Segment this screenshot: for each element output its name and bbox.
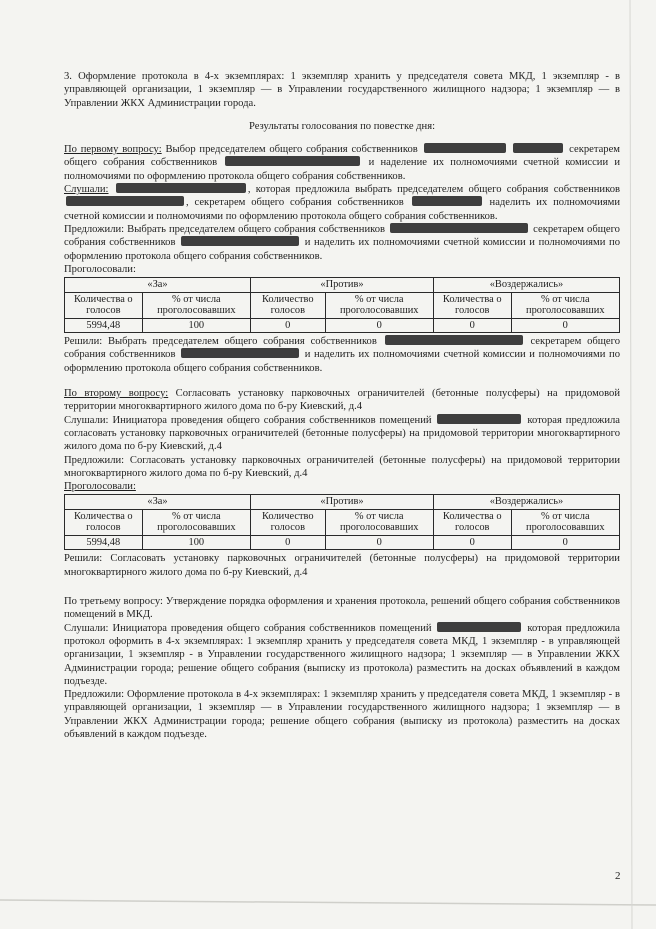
hdr-percent: % от числа проголосовавших — [511, 509, 619, 535]
q1-heard-c: наделить их полномочиями счетной комиссии и полномочиями по оформлению протокола общего собрания собственников. — [64, 197, 620, 222]
col-protiv: «Против» — [251, 278, 434, 293]
redaction-bar — [390, 223, 528, 233]
q1-question-a: Выбор председателем общего собрания собственников — [165, 144, 418, 156]
q2-decided-text: Согласовать установку парковочных ограничителей (бетонные полусферы) на придомовой территории многоквартирного жилого дома по б-ру Киевский, д.4 — [64, 553, 620, 578]
protiv-percent: 0 — [325, 318, 433, 333]
q1-decided-b: секретарем общего собрания собственников — [64, 336, 621, 361]
za-percent: 100 — [142, 535, 250, 550]
q1-votes-table — [64, 277, 620, 333]
hdr-percent: % от числа проголосовавших — [142, 292, 250, 318]
q1-question-b: секретарем общего собрания собственников — [64, 144, 620, 169]
col-za: «За» — [65, 278, 251, 293]
redaction-bar — [181, 348, 299, 358]
q2-decided-label: Решили: — [64, 553, 103, 565]
q1-proposed — [64, 223, 620, 263]
q1-question — [64, 143, 620, 183]
q1-decided-c: и наделить их полномочиями счетной комиссии и полномочиями по оформлению протокола общего собрания собственников. — [64, 349, 620, 374]
q2-proposed-label: Предложили: — [64, 454, 125, 466]
hdr-count: Количества о голосов — [433, 292, 511, 318]
q3-heard — [64, 622, 620, 688]
table-row — [65, 318, 620, 333]
hdr-count: Количество голосов — [251, 292, 325, 318]
q3-label: По третьему вопросу: — [64, 596, 163, 608]
redaction-bar — [412, 196, 482, 206]
q3-proposed-text: Оформление протокола в 4-х экземплярах: 1 экземпляр хранить у председателя совета МКД, 1 экземпляр - в управляющей организации, 1 экземпляр — в Управлении государственного жилищного надзора; 1 экземпляр — в Управлении ЖКХ Администрации города; решение общего собрания (выписку из протокола) разместить на досках объявлений в каждом подъезде. — [64, 689, 621, 740]
za-count: 5994,48 — [65, 318, 143, 333]
vozd-count: 0 — [433, 318, 511, 333]
q1-decided-label: Решили: — [64, 336, 103, 348]
q2-question — [64, 387, 620, 414]
q2-heard-label: Слушали: — [64, 414, 109, 426]
intro-paragraph: 3. Оформление протокола в 4-х экземплярах: 1 экземпляр хранить у председателя совета МКД, 1 экземпляр - в управляющей организации, 1 экземпляр — в Управлении государственного жилищного надзора; 1 экземпляр — в Управлении ЖКХ Администрации города. — [64, 71, 620, 109]
q1-label: По первому вопросу: — [64, 144, 162, 156]
redaction-bar — [513, 143, 563, 153]
q2-votes-table — [64, 494, 620, 550]
q3-question — [64, 595, 620, 622]
q1-proposed-label: Предложили: — [64, 223, 125, 235]
redaction-bar — [116, 183, 246, 193]
q3-heard-a: Инициатора проведения общего собрания собственников помещений — [112, 622, 432, 634]
q3-heard-label: Слушали: — [64, 622, 109, 634]
col-vozd: «Воздержались» — [433, 495, 619, 510]
vozd-percent: 0 — [511, 318, 619, 333]
q1-voted-label: Проголосовали: — [64, 263, 136, 275]
hdr-percent: % от числа проголосовавших — [325, 292, 433, 318]
redaction-bar — [437, 622, 521, 632]
hdr-percent: % от числа проголосовавших — [325, 509, 433, 535]
q3-heard-b: которая предложила протокол оформить в 4-х экземплярах: 1 экземпляр хранить у председателя совета МКД, 1 экземпляр - в управляющей организации, 1 экземпляр - в Управлении государственного жилищного надзора; 1 экземпляр — в Управлении ЖКХ Администрации города; решение общего собрания (выписку из протокола) разместить на досках объявлений в каждом подъезде. — [64, 622, 620, 687]
q1-proposed-a: Выбрать председателем общего собрания собственников — [127, 223, 386, 235]
q2-heard — [64, 414, 620, 454]
q1-proposed-b: секретарем общего собрания собственников — [64, 223, 620, 249]
q2-label: По второму вопросу: — [64, 388, 169, 400]
q1-heard-b: , секретарем общего собрания собственников — [186, 197, 404, 209]
vozd-count: 0 — [433, 535, 511, 550]
q1-heard-a: , которая предложила выбрать председателем общего собрания собственников — [247, 184, 620, 196]
col-protiv: «Против» — [251, 495, 434, 510]
redaction-bar — [437, 414, 521, 424]
q1-proposed-c: и наделить их полномочиями счетной комиссии и полномочиями по оформлению протокола общего собрания собственников. — [64, 237, 620, 262]
col-vozd: «Воздержались» — [433, 278, 619, 293]
hdr-percent: % от числа проголосовавших — [142, 509, 250, 535]
q1-heard-label: Слушали: — [64, 184, 109, 196]
redaction-bar — [181, 236, 299, 246]
redaction-bar — [424, 143, 506, 153]
hdr-count: Количества о голосов — [65, 292, 143, 318]
results-title: Результаты голосования по повестке дня: — [248, 120, 436, 132]
table-row — [65, 535, 620, 550]
q1-heard — [64, 183, 620, 223]
hdr-count: Количества о голосов — [65, 509, 143, 535]
q1-decided-a: Выбрать председателем общего собрания собственников — [107, 336, 377, 348]
scan-edge — [630, 0, 632, 929]
q2-question-text: Согласовать установку парковочных ограничителей (бетонные полусферы) на придомовой территории многоквартирного жилого дома по б-ру Киевский, д.4 — [64, 388, 620, 413]
scan-streak — [0, 900, 656, 905]
protiv-count: 0 — [251, 535, 325, 550]
document-body — [64, 70, 620, 741]
q3-proposed-label: Предложили: — [64, 689, 125, 701]
za-count: 5994,48 — [65, 535, 143, 550]
col-za: «За» — [65, 495, 251, 510]
q2-proposed — [64, 454, 620, 481]
vozd-percent: 0 — [511, 535, 619, 550]
q1-question-c: и наделение их полномочиями счетной комиссии и полномочиями по оформлению протокола общего собрания собственников. — [64, 157, 620, 182]
redaction-bar — [385, 335, 523, 345]
q3-proposed — [64, 688, 620, 741]
page-number: 2 — [615, 870, 621, 882]
protiv-count: 0 — [251, 318, 325, 333]
redaction-bar — [66, 196, 184, 206]
hdr-count: Количество голосов — [251, 509, 325, 535]
q2-voted-label: Проголосовали: — [64, 481, 136, 493]
q2-heard-b: которая предложила согласовать установку парковочных ограничителей (бетонные полусферы) на придомовой территории многоквартирного жилого дома по б-ру Киевский, д.4 — [64, 414, 620, 453]
redaction-bar — [225, 156, 360, 166]
hdr-percent: % от числа проголосовавших — [511, 292, 619, 318]
hdr-count: Количества о голосов — [433, 509, 511, 535]
q1-decided — [64, 335, 620, 375]
q3-question-text: Утверждение порядка оформления и хранения протокола, решений общего собрания собственников помещений в МКД. — [64, 596, 620, 621]
q2-heard-a: Инициатора проведения общего собрания собственников помещений — [112, 414, 432, 426]
q2-decided — [64, 552, 620, 579]
protiv-percent: 0 — [325, 535, 433, 550]
q2-proposed-text: Согласовать установку парковочных ограничителей (бетонные полусферы) на придомовой территории многоквартирного жилого дома по б-ру Киевский, д.4 — [64, 454, 620, 479]
za-percent: 100 — [142, 318, 250, 333]
